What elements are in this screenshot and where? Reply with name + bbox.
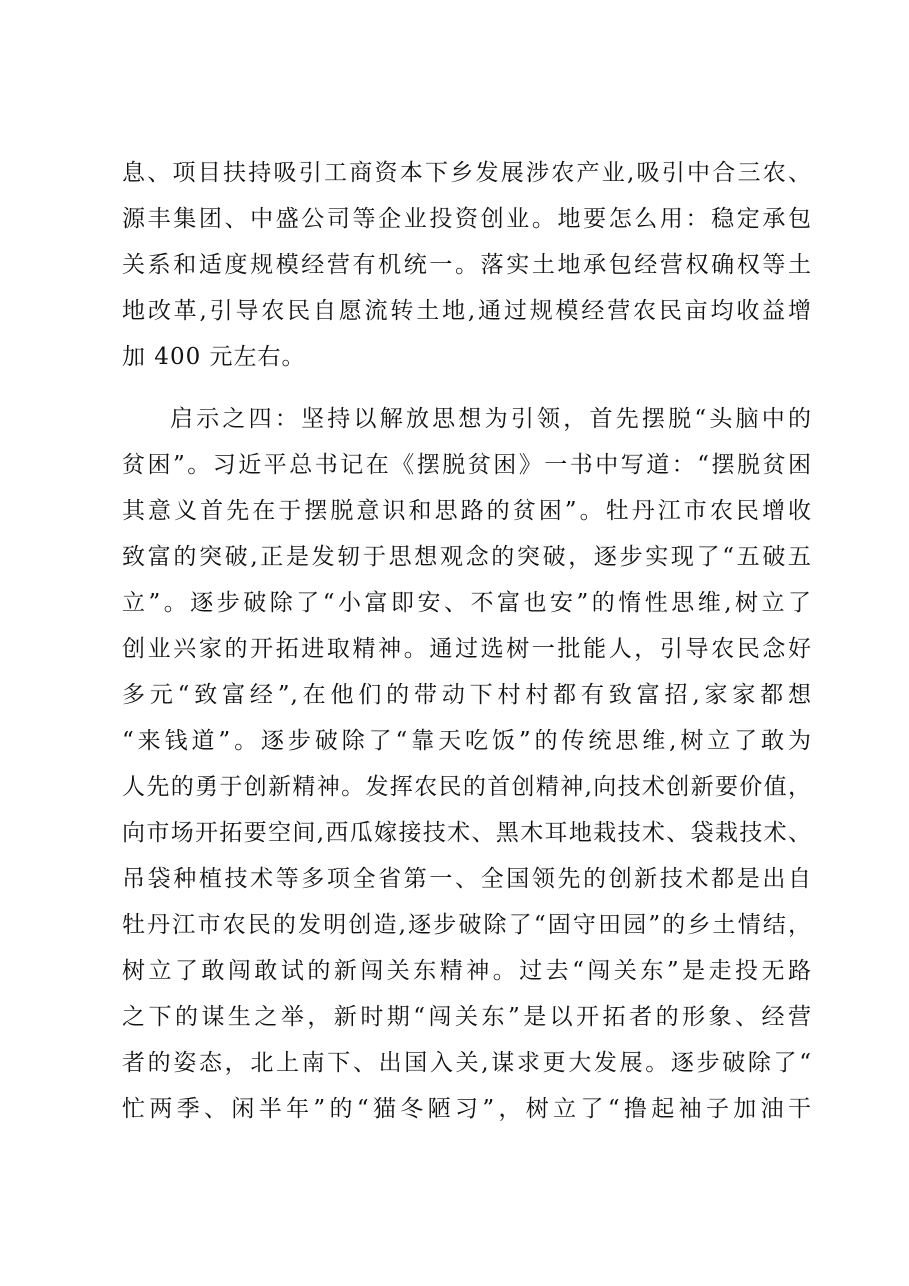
text-line: 息、项目扶持吸引工商资本下乡发展涉农产业,吸引中合三农、 — [122, 160, 812, 186]
text-line: 人先的勇于创新精神。发挥农民的首创精神,向技术创新要价值， — [122, 774, 812, 800]
text-line: 关系和适度规模经营有机统一。落实土地承包经营权确权等土 — [122, 252, 812, 278]
paragraph-revelation-four — [122, 396, 812, 1132]
text-line: 多元“致富经”,在他们的带动下村村都有致富招,家家都想 — [122, 682, 812, 708]
text-line: 之下的谋生之举，新时期“闯关东”是以开拓者的形象、经营 — [122, 1004, 812, 1030]
text-line: 其意义首先在于摆脱意识和思路的贫困”。牡丹江市农民增收 — [122, 498, 812, 524]
text-line: 吊袋种植技术等多项全省第一、全国领先的创新技术都是出自 — [122, 866, 812, 892]
text-line: 贫困”。习近平总书记在《摆脱贫困》一书中写道：“摆脱贫困 — [122, 452, 812, 478]
text-line: 创业兴家的开拓进取精神。通过选树一批能人，引导农民念好 — [122, 636, 812, 662]
text-line: 忙两季、闲半年”的“猫冬陋习”，树立了“撸起袖子加油干 — [122, 1096, 812, 1122]
text-line: 加 400 元左右。 — [122, 344, 306, 370]
text-line: 树立了敢闯敢试的新闯关东精神。过去“闯关东”是走投无路 — [122, 958, 812, 984]
text-line: 立”。逐步破除了“小富即安、不富也安”的惰性思维,树立了 — [122, 590, 812, 616]
text-line: 牡丹江市农民的发明创造,逐步破除了“固守田园”的乡土情结， — [122, 912, 812, 938]
text-line: “来钱道”。逐步破除了“靠天吃饭”的传统思维,树立了敢为 — [122, 728, 812, 754]
paragraph-spacer — [122, 380, 812, 396]
text-line: 启示之四：坚持以解放思想为引领，首先摆脱“头脑中的 — [170, 406, 812, 432]
text-line: 源丰集团、中盛公司等企业投资创业。地要怎么用：稳定承包 — [122, 206, 812, 232]
document-body — [122, 150, 812, 1132]
text-line: 致富的突破,正是发轫于思想观念的突破，逐步实现了“五破五 — [122, 544, 812, 570]
text-line: 者的姿态，北上南下、出国入关,谋求更大发展。逐步破除了“ — [122, 1050, 812, 1076]
text-line: 地改革,引导农民自愿流转土地,通过规模经营农民亩均收益增 — [122, 298, 812, 324]
paragraph-land-reform — [122, 150, 812, 380]
text-line: 向市场开拓要空间,西瓜嫁接技术、黑木耳地栽技术、袋栽技术、 — [122, 820, 812, 846]
